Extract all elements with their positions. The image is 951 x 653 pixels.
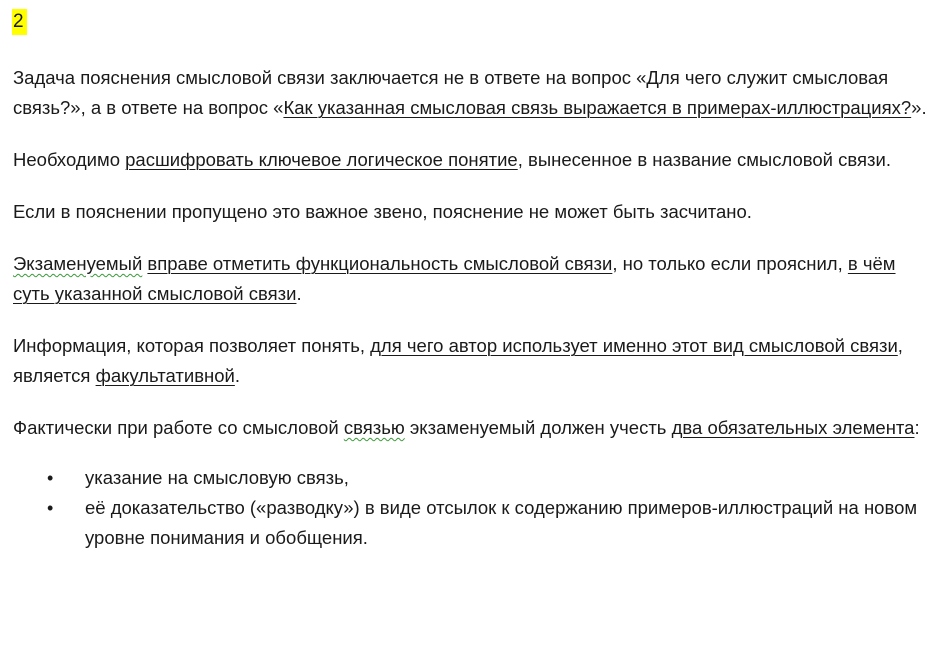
paragraph-missing-link: Если в пояснении пропущено это важное звено, пояснение не может быть засчитано. xyxy=(13,201,752,222)
paragraph-optional-info xyxy=(13,331,937,391)
text: Задача пояснения смысловой связи заключается не в ответе на вопрос «Для чего служит смысловая связь?», а в ответе на вопрос « xyxy=(13,67,889,118)
text: . xyxy=(234,365,240,386)
list-item xyxy=(13,493,937,553)
underlined-text: Как указанная смысловая связь выражается в примерах-иллюстрациях? xyxy=(283,97,912,118)
text: , вынесенное в название смысловой связи. xyxy=(517,149,891,170)
spellcheck-word: Экзаменуемый xyxy=(13,253,143,274)
underlined-text: вправе отметить функциональность смысловой связи xyxy=(147,253,613,274)
paragraph-decode xyxy=(13,145,937,175)
text: , является xyxy=(13,335,903,386)
underlined-text: в чём суть указанной смысловой связи xyxy=(13,253,896,304)
spellcheck-word: связью xyxy=(343,417,405,438)
bullet-icon: • xyxy=(47,468,54,488)
paragraph-task xyxy=(13,63,937,123)
underlined-text: факультативной xyxy=(95,365,235,386)
text: ». xyxy=(911,97,927,118)
text: : xyxy=(914,417,920,438)
paragraph-examinee xyxy=(13,249,937,309)
list-item-text: указание на смысловую связь, xyxy=(85,467,349,488)
text: . xyxy=(296,283,302,304)
underlined-text: два обязательных элемента xyxy=(671,417,915,438)
underlined-text: расшифровать ключевое логическое понятие xyxy=(125,149,518,170)
item-number: 2 xyxy=(12,9,27,35)
text: Информация, которая позволяет понять, xyxy=(13,335,371,356)
text: Необходимо xyxy=(13,149,126,170)
list-item-text: её доказательство («разводку») в виде отсылок к содержанию примеров-иллюстраций на новом уровне понимания и обобщения. xyxy=(85,497,918,548)
requirements-list xyxy=(13,463,937,553)
text: Фактически при работе со смысловой xyxy=(13,417,344,438)
underlined-text: для чего автор использует именно этот вид смысловой связи xyxy=(370,335,898,356)
text: экзаменуемый должен учесть xyxy=(404,417,672,438)
text: , но только если прояснил, xyxy=(612,253,848,274)
paragraph-two-elements xyxy=(13,413,937,443)
list-item xyxy=(13,463,937,493)
bullet-icon: • xyxy=(47,498,54,518)
